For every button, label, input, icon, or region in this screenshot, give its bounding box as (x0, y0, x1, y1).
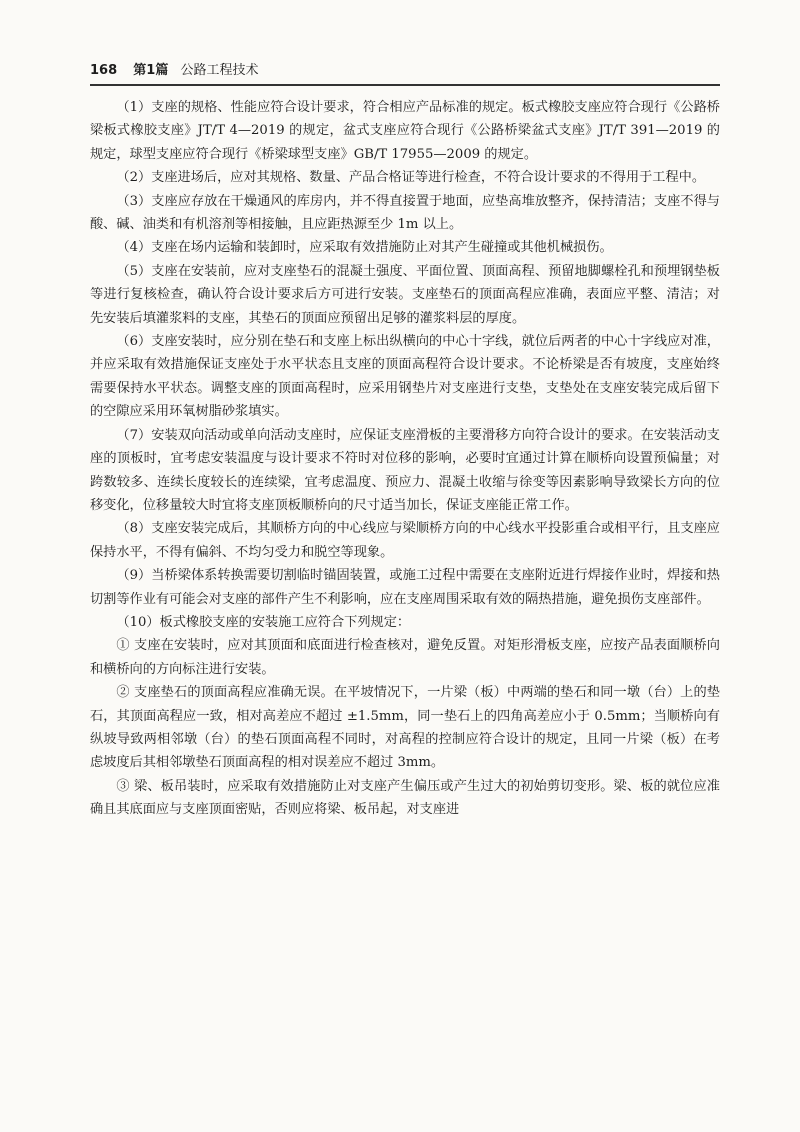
paragraph: （9）当桥梁体系转换需要切割临时锚固装置，或施工过程中需要在支座附近进行焊接作业时，焊接和热切割等作业有可能会对支座的部件产生不利影响，应在支座周围采取有效的隔热措施，避免损伤支座部件。 (90, 568, 720, 607)
paragraph: ② 支座垫石的顶面高程应准确无误。在平坡情况下，一片梁（板）中两端的垫石和同一墩（台）上的垫石，其顶面高程应一致，相对高差应不超过 ±1.5mm，同一垫石上的四角高差应小于 0.5mm；当顺桥向有纵坡导致两相邻墩（台）的垫石顶面高程不同时，对高程的控制应符合设计的规定，且同一片梁（板）在考虑坡度后其相邻墩垫石顶面高程的相对误差应不超过 3mm。 (90, 685, 720, 771)
page-header (90, 58, 720, 84)
paragraph: ① 支座在安装时，应对其顶面和底面进行检查核对，避免反置。对矩形滑板支座，应按产品表面顺桥向和横桥向的方向标注进行安装。 (90, 638, 720, 677)
part-label: 第1篇 (133, 63, 169, 78)
paragraph: （10）板式橡胶支座的安装施工应符合下列规定： (116, 614, 411, 630)
page-number: 168 (90, 63, 118, 78)
paragraph: （7）安装双向活动或单向活动支座时，应保证支座滑板的主要滑移方向符合设计的要求。在安装活动支座的顶板时，宜考虑安装温度与设计要求不符时对位移的影响，必要时宜通过计算在顺桥向设置预偏量；对跨数较多、连续长度较长的连续梁，宜考虑温度、预应力、混凝土收缩与徐变等因素影响导致梁长方向的位移变化，位移量较大时宜将支座顶板顺桥向的尺寸适当加长，保证支座能正常工作。 (90, 427, 720, 513)
paragraph: （4）支座在场内运输和装卸时，应采取有效措施防止对其产生碰撞或其他机械损伤。 (116, 240, 613, 256)
paragraph: （6）支座安装时，应分别在垫石和支座上标出纵横向的中心十字线，就位后两者的中心十字线应对准，并应采取有效措施保证支座处于水平状态且支座的顶面高程符合设计要求。不论桥梁是否有坡度，支座始终需要保持水平状态。调整支座的顶面高程时，应采用钢垫片对支座进行支垫，支垫处在支座安装完成后留下的空隙应采用环氧树脂砂浆填实。 (90, 334, 720, 420)
chapter-title: 公路工程技术 (180, 63, 259, 78)
paragraph: （1）支座的规格、性能应符合设计要求，符合相应产品标准的规定。板式橡胶支座应符合现行《公路桥梁板式橡胶支座》JT/T 4—2019 的规定，盆式支座应符合现行《公路桥梁盆式支座》JT/T 391—2019 的规定，球型支座应符合现行《桥梁球型支座》GB/T 17955—2009 的规定。 (90, 100, 720, 162)
paragraph: （2）支座进场后，应对其规格、数量、产品合格证等进行检查，不符合设计要求的不得用于工程中。 (116, 170, 706, 186)
body-text (90, 96, 720, 822)
paragraph: ③ 梁、板吊装时，应采取有效措施防止对支座产生偏压或产生过大的初始剪切变形。梁、板的就位应准确且其底面应与支座顶面密贴，否则应将梁、板吊起，对支座进 (90, 778, 720, 818)
paragraph: （5）支座在安装前，应对支座垫石的混凝土强度、平面位置、顶面高程、预留地脚螺栓孔和预埋钢垫板等进行复核检查，确认符合设计要求后方可进行安装。支座垫石的顶面高程应准确，表面应平整、清洁；对先安装后填灌浆料的支座，其垫石的顶面应预留出足够的灌浆料层的厚度。 (90, 263, 720, 326)
header-rule (90, 84, 720, 86)
paragraph: （3）支座应存放在干燥通风的库房内，并不得直接置于地面，应垫高堆放整齐，保持清洁；支座不得与酸、碱、油类和有机溶剂等相接触，且应距热源至少 1m 以上。 (90, 193, 720, 233)
paragraph: （8）支座安装完成后，其顺桥方向的中心线应与梁顺桥方向的中心线水平投影重合或相平行，且支座应保持水平，不得有偏斜、不均匀受力和脱空等现象。 (90, 521, 720, 560)
